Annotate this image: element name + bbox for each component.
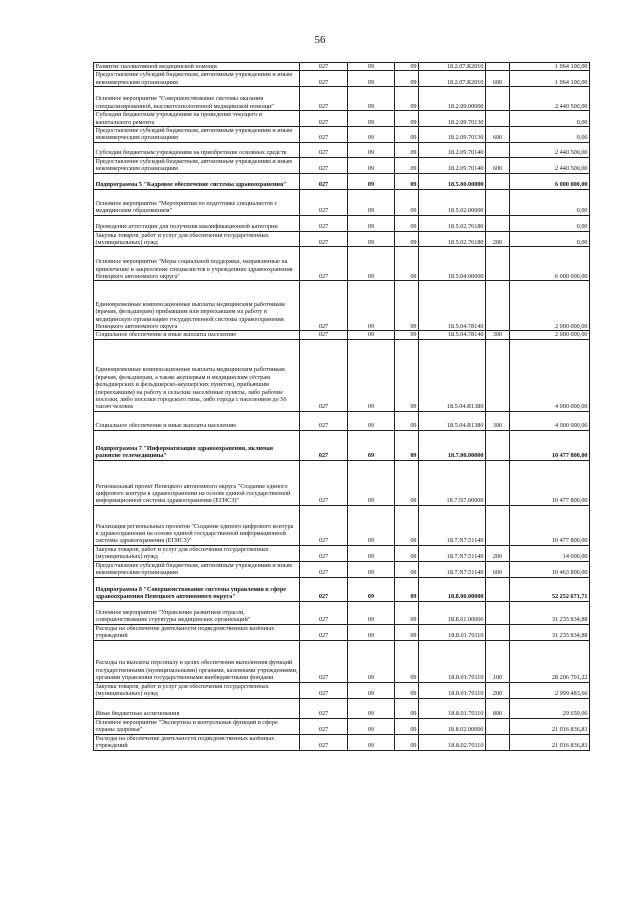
section-code: 09 (348, 734, 395, 750)
amount: 52 252 671,71 (510, 577, 590, 601)
row-name: Основное мероприятие "Управление развитием отрасли, совершенствование структуры медицинских организаций" (94, 601, 300, 624)
section-code: 09 (348, 624, 395, 640)
subsection-code: 09 (395, 734, 419, 750)
admin-code: 027 (300, 281, 348, 331)
admin-code: 027 (300, 173, 348, 189)
row-name: Основное мероприятие "Экспертиза и контрольные функции в сфере охраны здоровья" (94, 718, 300, 734)
expense-type-code: 300 (486, 411, 510, 430)
target-article-code: 18.8.00.00000 (419, 577, 486, 601)
section-code: 09 (348, 71, 395, 87)
table-row (94, 682, 590, 698)
section-code: 09 (348, 231, 395, 247)
row-name: Расходы на выплаты персоналу в целях обеспечения выполнения функций государственными (муниципальными) органами, казенными учреждениями, органами управления государственными внебюджетными фондами (94, 640, 300, 682)
target-article-code: 18.7.N7.51140 (419, 545, 486, 561)
table-row (94, 71, 590, 87)
row-name: Закупка товаров, работ и услуг для обеспечения государственных (муниципальных) нужд (94, 682, 300, 698)
admin-code: 027 (300, 601, 348, 624)
target-article-code: 18.8.01.70110 (419, 640, 486, 682)
expense-type-code (486, 339, 510, 411)
section-code: 09 (348, 430, 395, 460)
expense-type-code: 300 (486, 331, 510, 339)
subsection-code: 09 (395, 231, 419, 247)
amount: 4 000 000,00 (510, 411, 590, 430)
amount: 10 477 800,00 (510, 430, 590, 460)
amount: 1 064 100,00 (510, 71, 590, 87)
subsection-code: 09 (395, 624, 419, 640)
expense-type-code: 600 (486, 127, 510, 143)
admin-code: 027 (300, 624, 348, 640)
expense-type-code: 200 (486, 682, 510, 698)
expense-type-code (486, 601, 510, 624)
section-code: 09 (348, 111, 395, 127)
amount: 2 440 500,00 (510, 87, 590, 111)
table-row (94, 231, 590, 247)
expense-type-code (486, 577, 510, 601)
section-code: 09 (348, 63, 395, 71)
section-code: 09 (348, 87, 395, 111)
target-article-code: 18.8.01.00000 (419, 601, 486, 624)
row-name: Единовременные компенсационные выплаты медицинским работникам (врачам, фельдшерам) прибывшим или переехавшим на работу в медицинскую организацию государственной системы здравоохранения Ненецкого автономного округа (94, 281, 300, 331)
amount: 2 440 500,00 (510, 142, 590, 157)
target-article-code: 18.2.07.R2010 (419, 63, 486, 71)
admin-code: 027 (300, 127, 348, 143)
amount: 0,00 (510, 127, 590, 143)
table-row (94, 63, 590, 71)
subsection-code: 09 (395, 173, 419, 189)
section-code: 09 (348, 281, 395, 331)
target-article-code: 18.5.04.R1380 (419, 411, 486, 430)
subsection-code: 09 (395, 640, 419, 682)
subsection-code: 09 (395, 718, 419, 734)
subsection-code: 09 (395, 430, 419, 460)
row-name: Основное мероприятие "Совершенствование системы оказания специализированной, высокотехнологичной медицинской помощи" (94, 87, 300, 111)
page-number: 56 (314, 34, 326, 46)
expense-type-code (486, 734, 510, 750)
row-name: Подпрограмма 5 "Кадровое обеспечение системы здравоохранения" (94, 173, 300, 189)
expense-type-code: 600 (486, 157, 510, 173)
row-name: Закупка товаров, работ и услуг для обеспечения государственных (муниципальных) нужд (94, 231, 300, 247)
target-article-code: 18.2.09.00000 (419, 87, 486, 111)
amount: 31 235 834,88 (510, 601, 590, 624)
expense-type-code (486, 173, 510, 189)
target-article-code: 18.5.00.00000 (419, 173, 486, 189)
section-code: 09 (348, 718, 395, 734)
subsection-code: 09 (395, 601, 419, 624)
row-name: Социальное обеспечение и иные выплаты населению (94, 331, 300, 339)
row-name: Региональный проект Ненецкого автономного округа "Создание единого цифрового контура в здравоохранении на основе единой государственной информационной системы здравоохранения (ЕГИСЗ)" (94, 460, 300, 505)
expense-type-code (486, 460, 510, 505)
table-row (94, 127, 590, 143)
admin-code: 027 (300, 577, 348, 601)
subsection-code: 09 (395, 281, 419, 331)
admin-code: 027 (300, 215, 348, 231)
admin-code: 027 (300, 189, 348, 215)
target-article-code: 18.7.N7.00000 (419, 460, 486, 505)
row-name: Предоставление субсидий бюджетным, автономным учреждениям и иным некоммерческим организациям (94, 561, 300, 577)
subsection-code: 09 (395, 682, 419, 698)
row-name: Основное мероприятие "Меры социальной поддержки, направленные на привлечение и закрепление специалистов в учреждениях здравоохранения Ненецкого автономного округа" (94, 247, 300, 281)
subsection-code: 09 (395, 127, 419, 143)
target-article-code: 18.8.02.70110 (419, 734, 486, 750)
section-code: 09 (348, 331, 395, 339)
expense-type-code (486, 505, 510, 545)
amount: 10 463 800,00 (510, 561, 590, 577)
amount: 14 000,00 (510, 545, 590, 561)
row-name: Предоставление субсидий бюджетным, автономным учреждениям и иным некоммерческим организациям (94, 157, 300, 173)
section-code: 09 (348, 215, 395, 231)
subsection-code: 09 (395, 111, 419, 127)
subsection-code: 09 (395, 215, 419, 231)
table-row (94, 339, 590, 411)
admin-code: 027 (300, 247, 348, 281)
amount: 10 477 800,00 (510, 460, 590, 505)
table-row (94, 545, 590, 561)
table-row (94, 142, 590, 157)
subsection-code: 09 (395, 545, 419, 561)
table-row (94, 577, 590, 601)
amount: 0,00 (510, 111, 590, 127)
target-article-code: 18.8.02.00000 (419, 718, 486, 734)
subsection-code: 09 (395, 189, 419, 215)
section-code: 09 (348, 577, 395, 601)
subsection-code: 09 (395, 247, 419, 281)
section-code: 09 (348, 127, 395, 143)
target-article-code: 18.2.09.70130 (419, 127, 486, 143)
section-code: 09 (348, 601, 395, 624)
table-row (94, 281, 590, 331)
row-name: Предоставление субсидий бюджетным, автономным учреждениям и иным некоммерческим организациям (94, 127, 300, 143)
admin-code: 027 (300, 63, 348, 71)
amount: 0,00 (510, 231, 590, 247)
admin-code: 027 (300, 111, 348, 127)
amount: 29 650,00 (510, 698, 590, 718)
subsection-code: 09 (395, 71, 419, 87)
expense-type-code: 600 (486, 71, 510, 87)
row-name: Проведение аттестации для получения квалификационной категории (94, 215, 300, 231)
subsection-code: 09 (395, 460, 419, 505)
table-row (94, 247, 590, 281)
admin-code: 027 (300, 331, 348, 339)
expense-type-code: 100 (486, 640, 510, 682)
table-row (94, 411, 590, 430)
admin-code: 027 (300, 682, 348, 698)
admin-code: 027 (300, 411, 348, 430)
target-article-code: 18.7.N7.51140 (419, 561, 486, 577)
target-article-code: 18.2.09.70140 (419, 157, 486, 173)
expense-type-code (486, 718, 510, 734)
admin-code: 027 (300, 157, 348, 173)
row-name: Субсидии бюджетным учреждениям на проведение текущего и капитального ремонта (94, 111, 300, 127)
target-article-code: 18.7.N7.51140 (419, 505, 486, 545)
table-row (94, 215, 590, 231)
row-name: Развитие паллиативной медицинской помощи (94, 63, 300, 71)
amount: 2 000 000,00 (510, 331, 590, 339)
target-article-code: 18.7.00.00000 (419, 430, 486, 460)
table-row (94, 734, 590, 750)
target-article-code: 18.5.04.78140 (419, 281, 486, 331)
section-code: 09 (348, 682, 395, 698)
subsection-code: 09 (395, 505, 419, 545)
admin-code: 027 (300, 505, 348, 545)
section-code: 09 (348, 545, 395, 561)
amount: 6 000 000,00 (510, 173, 590, 189)
table-row (94, 460, 590, 505)
row-name: Закупка товаров, работ и услуг для обеспечения государственных (муниципальных) нужд (94, 545, 300, 561)
subsection-code: 09 (395, 698, 419, 718)
section-code: 09 (348, 698, 395, 718)
table-row (94, 601, 590, 624)
amount: 6 000 000,00 (510, 247, 590, 281)
subsection-code: 09 (395, 142, 419, 157)
target-article-code: 18.8.01.70110 (419, 698, 486, 718)
row-name: Подпрограмма 7 "Информатизация здравоохранения, включая развитие телемедицины" (94, 430, 300, 460)
subsection-code: 09 (395, 561, 419, 577)
amount: 0,00 (510, 215, 590, 231)
table-row (94, 331, 590, 339)
amount: 4 000 000,00 (510, 339, 590, 411)
expense-type-code (486, 215, 510, 231)
target-article-code: 18.2.07.R2010 (419, 71, 486, 87)
admin-code: 027 (300, 339, 348, 411)
table-row (94, 111, 590, 127)
row-name: Расходы на обеспечение деятельности подведомственных казённых учреждений (94, 624, 300, 640)
admin-code: 027 (300, 698, 348, 718)
subsection-code: 09 (395, 87, 419, 111)
table-row (94, 624, 590, 640)
amount: 21 016 836,83 (510, 734, 590, 750)
section-code: 09 (348, 339, 395, 411)
table-row (94, 698, 590, 718)
table-row (94, 561, 590, 577)
subsection-code: 09 (395, 157, 419, 173)
row-name: Реализация региональных проектов "Создание единого цифрового контура в здравоохранении на основе единой государственной информационной системы здравоохранения (ЕГИСЗ)" (94, 505, 300, 545)
admin-code: 027 (300, 460, 348, 505)
row-name: Подпрограмма 8 "Совершенствование системы управления в сфере здравоохранения Ненецкого автономного округа" (94, 577, 300, 601)
amount: 0,00 (510, 189, 590, 215)
amount: 10 477 800,00 (510, 505, 590, 545)
admin-code: 027 (300, 430, 348, 460)
admin-code: 027 (300, 561, 348, 577)
table-row (94, 87, 590, 111)
admin-code: 027 (300, 734, 348, 750)
expense-type-code (486, 189, 510, 215)
table-row (94, 430, 590, 460)
row-name: Социальное обеспечение и иные выплаты населению (94, 411, 300, 430)
expense-type-code (486, 63, 510, 71)
row-name: Иные бюджетные ассигнования (94, 698, 300, 718)
expense-type-code (486, 430, 510, 460)
section-code: 09 (348, 561, 395, 577)
admin-code: 027 (300, 87, 348, 111)
target-article-code: 18.2.09.70140 (419, 142, 486, 157)
amount: 1 064 100,00 (510, 63, 590, 71)
subsection-code: 09 (395, 411, 419, 430)
section-code: 09 (348, 173, 395, 189)
amount: 31 235 834,88 (510, 624, 590, 640)
expense-type-code (486, 281, 510, 331)
budget-table (93, 62, 590, 751)
target-article-code: 18.8.01.70110 (419, 624, 486, 640)
admin-code: 027 (300, 640, 348, 682)
table-row (94, 718, 590, 734)
section-code: 09 (348, 640, 395, 682)
expense-type-code (486, 142, 510, 157)
amount: 28 206 701,22 (510, 640, 590, 682)
row-name: Основное мероприятие "Мероприятия по подготовке специалистов с медицинским образованием" (94, 189, 300, 215)
row-name: Расходы на обеспечение деятельности подведомственных казённых учреждений (94, 734, 300, 750)
target-article-code: 18.5.04.R1380 (419, 339, 486, 411)
expense-type-code (486, 624, 510, 640)
subsection-code: 09 (395, 577, 419, 601)
admin-code: 027 (300, 71, 348, 87)
expense-type-code (486, 247, 510, 281)
amount: 2 440 500,00 (510, 157, 590, 173)
section-code: 09 (348, 505, 395, 545)
section-code: 09 (348, 460, 395, 505)
target-article-code: 18.5.04.78140 (419, 331, 486, 339)
target-article-code: 18.2.09.70130 (419, 111, 486, 127)
table-row (94, 189, 590, 215)
section-code: 09 (348, 142, 395, 157)
target-article-code: 18.8.01.70110 (419, 682, 486, 698)
table-row (94, 640, 590, 682)
subsection-code: 09 (395, 331, 419, 339)
expense-type-code (486, 111, 510, 127)
amount: 2 000 000,00 (510, 281, 590, 331)
admin-code: 027 (300, 231, 348, 247)
table-row (94, 173, 590, 189)
admin-code: 027 (300, 545, 348, 561)
section-code: 09 (348, 157, 395, 173)
amount: 2 999 483,66 (510, 682, 590, 698)
amount: 21 016 836,83 (510, 718, 590, 734)
admin-code: 027 (300, 142, 348, 157)
target-article-code: 18.5.02.00000 (419, 189, 486, 215)
table-row (94, 505, 590, 545)
row-name: Единовременные компенсационные выплаты медицинским работникам (врачам, фельдшерам, а также акушеркам и медицинским сёстрам фельдшерских и фельдшерско-акушерских пунктов), прибывшим (переехавшим) на работу в сельские населённые пункты, либо рабочие поселки, либо поселки городского типа, либо города с населением до 50 тысяч человек (94, 339, 300, 411)
table-row (94, 157, 590, 173)
expense-type-code: 200 (486, 545, 510, 561)
section-code: 09 (348, 189, 395, 215)
section-code: 09 (348, 411, 395, 430)
section-code: 09 (348, 247, 395, 281)
target-article-code: 18.5.04.00000 (419, 247, 486, 281)
row-name: Субсидии бюджетным учреждениям на приобретение основных средств (94, 142, 300, 157)
expense-type-code: 800 (486, 698, 510, 718)
subsection-code: 09 (395, 339, 419, 411)
admin-code: 027 (300, 718, 348, 734)
subsection-code: 09 (395, 63, 419, 71)
target-article-code: 18.5.02.76180 (419, 231, 486, 247)
expense-type-code: 200 (486, 231, 510, 247)
expense-type-code (486, 87, 510, 111)
expense-type-code: 600 (486, 561, 510, 577)
target-article-code: 18.5.02.76180 (419, 215, 486, 231)
row-name: Предоставление субсидий бюджетным, автономным учреждениям и иным некоммерческим организациям (94, 71, 300, 87)
